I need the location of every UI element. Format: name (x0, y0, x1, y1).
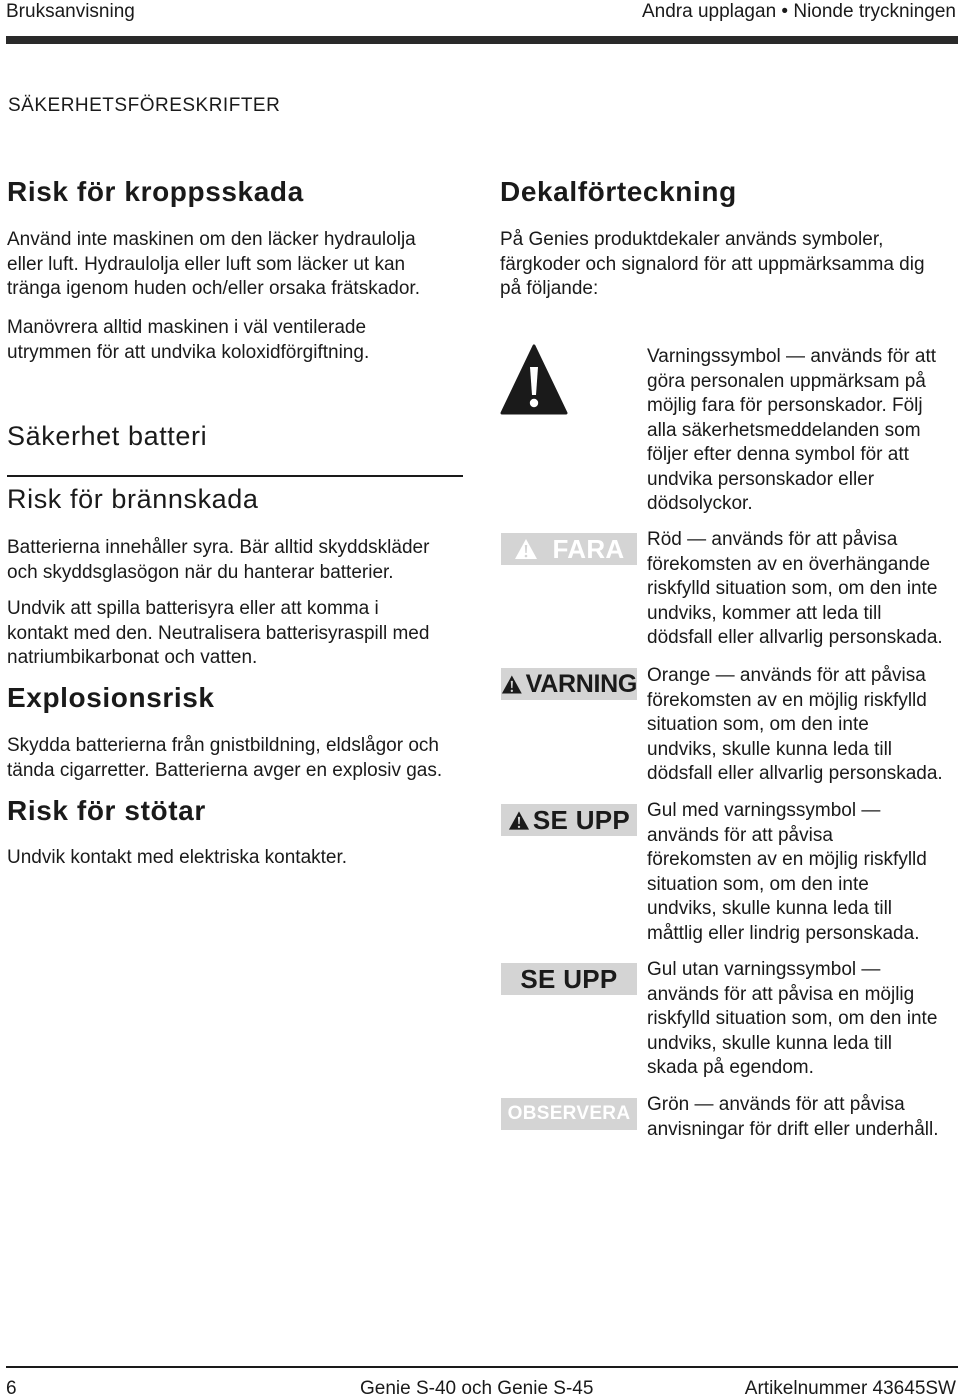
badge-label: SE UPP (532, 804, 631, 835)
heading-kroppsskada: Risk för kroppsskada (7, 176, 304, 207)
text-line: på följande: (500, 278, 599, 299)
text-line: tränga igenom huden och/eller orsaka frätskador. (7, 278, 420, 299)
text-line: Undvik att spilla batterisyra eller att komma i (7, 598, 379, 619)
text-line: Gul med varningssymbol — (647, 800, 881, 821)
description-se-upp-med-symbol (647, 799, 927, 946)
text-line: undviks, skulle kunna leda till (647, 1032, 893, 1054)
badge-label: FARA (552, 533, 625, 564)
text-line: skada på egendom. (647, 1057, 814, 1078)
paragraph-kroppsskada-2 (7, 316, 369, 365)
paragraph-explosionsrisk (7, 734, 442, 783)
footer-part-number: Artikelnummer 43645SW (744, 1378, 956, 1399)
text-line: följer efter denna symbol för att (647, 444, 909, 465)
text-line: undviks, kommer att leda till (647, 602, 882, 624)
text-line: riskfylld situation som, om den inte (647, 578, 938, 599)
heading-stotar: Risk för stötar (7, 795, 206, 826)
description-varning (647, 664, 943, 787)
page-number: 6 (6, 1378, 17, 1399)
text-line: måttlig eller lindrig personskada. (647, 922, 920, 944)
text-line: situation som, om den inte (647, 714, 869, 735)
text-line: förekomsten av en överhängande (647, 553, 931, 575)
header-edition: Andra upplagan • Nionde tryckningen (641, 1, 956, 22)
warning-triangle-icon (500, 343, 568, 415)
header-title: Bruksanvisning (6, 1, 135, 22)
text-line: Batterierna innehåller syra. Bär alltid skyddskläder (7, 537, 430, 558)
description-fara (647, 528, 943, 651)
text-line: färgkoder och signalord för att uppmärksamma dig (500, 253, 925, 275)
badge-fara (501, 533, 637, 565)
text-line: undvika personskador eller (647, 468, 875, 490)
text-line: eller luft. Hydraulolja eller luft som läcker ut kan (7, 253, 406, 275)
footer-rule (6, 1366, 958, 1368)
text-line: situation som, om den inte (647, 873, 869, 895)
text-line: Grön — används för att påvisa (647, 1094, 905, 1115)
text-line: göra personalen uppmärksam på (647, 370, 926, 392)
text-line: tända cigarretter. Batterierna avger en explosiv gas. (7, 759, 443, 781)
text-line: utrymmen för att undvika koloxidförgiftning. (7, 341, 370, 363)
section-title: SÄKERHETSFÖRESKRIFTER (8, 95, 281, 116)
text-line: Röd — används för att påvisa (647, 529, 898, 550)
paragraph-stotar: Undvik kontakt med elektriska kontakter. (7, 847, 348, 868)
text-line: Orange — används för att påvisa (647, 665, 926, 686)
paragraph-dekal-intro (500, 228, 925, 302)
text-line: förekomsten av en möjlig riskfylld (647, 849, 927, 870)
text-line: riskfylld situation som, om den inte (647, 1008, 938, 1029)
text-line: dödsfall eller allvarlig personskada. (647, 763, 943, 784)
badge-varning (501, 668, 637, 700)
text-line: alla säkerhetsmeddelanden som (647, 419, 921, 441)
divider (7, 475, 463, 477)
heading-dekalforteckning: Dekalförteckning (500, 176, 737, 207)
text-line: dödsolyckor. (647, 493, 753, 514)
text-line: möjlig fara för personskador. Följ (647, 395, 923, 416)
text-line: undviks, skulle kunna leda till (647, 898, 893, 919)
paragraph-brannskada-2 (7, 597, 429, 671)
badge-label: VARNING (525, 669, 637, 698)
text-line: natriumbikarbonat och vatten. (7, 647, 258, 668)
text-line: dödsfall eller allvarlig personskada. (647, 627, 943, 648)
text-line: Använd inte maskinen om den läcker hydraulolja (7, 229, 416, 250)
text-line: anvisningar för drift eller underhåll. (647, 1118, 939, 1140)
text-line: Manövrera alltid maskinen i väl ventilerade (7, 317, 367, 338)
text-line: På Genies produktdekaler används symboler, (500, 229, 884, 250)
text-line: Skydda batterierna från gnistbildning, eldslågor och (7, 735, 439, 756)
badge-observera (501, 1098, 637, 1130)
badge-se-upp-med-symbol (501, 804, 637, 836)
paragraph-kroppsskada-1 (7, 228, 420, 302)
text-line: förekomsten av en möjlig riskfylld (647, 689, 927, 711)
header-rule (6, 36, 958, 44)
text-line: undviks, skulle kunna leda till (647, 738, 893, 760)
badge-label: SE UPP (520, 963, 618, 994)
text-line: Gul utan varningssymbol — (647, 959, 881, 980)
description-observera (647, 1093, 939, 1142)
text-line: kontakt med den. Neutralisera batterisyraspill med (7, 622, 430, 644)
text-line: används för att påvisa (647, 824, 833, 846)
description-varningssymbol (647, 345, 936, 517)
text-line: används för att påvisa en möjlig (647, 983, 915, 1005)
badge-label: OBSERVERA (507, 1103, 631, 1124)
description-se-upp-utan-symbol (647, 958, 937, 1081)
warning-triangle-icon (514, 538, 538, 560)
warning-triangle-icon (501, 674, 523, 695)
heading-explosionsrisk: Explosionsrisk (7, 682, 215, 713)
paragraph-brannskada-1 (7, 536, 429, 585)
heading-sakerhet-batteri: Säkerhet batteri (7, 421, 208, 451)
heading-brannskada: Risk för brännskada (7, 484, 259, 514)
badge-se-upp-utan-symbol (501, 963, 637, 995)
footer-model: Genie S-40 och Genie S-45 (360, 1378, 594, 1399)
warning-triangle-icon (508, 810, 530, 831)
text-line: och skyddsglasögon när du hanterar batterier. (7, 561, 394, 583)
text-line: Varningssymbol — används för att (647, 346, 937, 367)
